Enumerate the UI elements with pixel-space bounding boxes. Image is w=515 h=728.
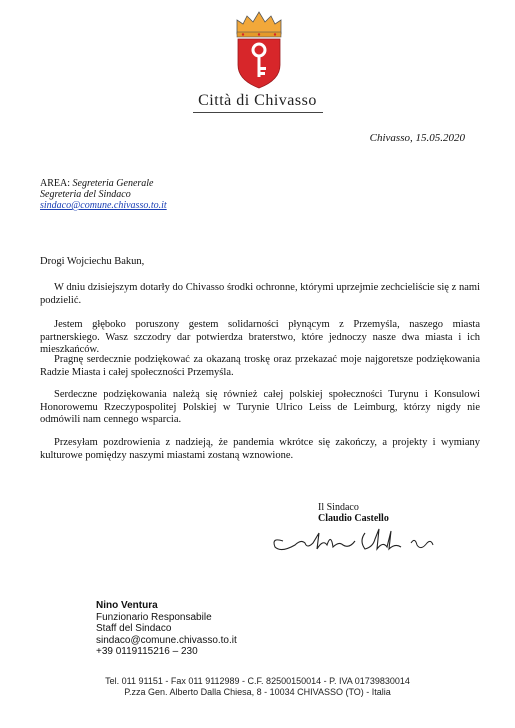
paragraph-3-text: Pragnę serdecznie podziękować za okazaną troskę oraz przekazać moje najgoretsze podziękowania Radzie Miasta i całej społeczności Przemyśla. xyxy=(40,354,480,378)
letter-paragraph-5 xyxy=(40,437,480,462)
paragraph-1-text: W dniu dzisiejszym dotarły do Chivasso środki ochronne, którymi uprzejmie zechcieliście się z nami podzielić. xyxy=(40,282,480,306)
letter-greeting: Drogi Wojciechu Bakun, xyxy=(40,256,145,267)
staff-name: Nino Ventura xyxy=(96,600,158,611)
crown-shape xyxy=(237,12,281,34)
footer-contact-line: Tel. 011 91151 - Fax 011 9112989 - C.F. 82500150014 - P. IVA 01739830014 xyxy=(105,676,410,686)
city-title xyxy=(0,92,515,113)
letter-paragraph-2 xyxy=(40,319,480,357)
staff-phone: +39 0119115216 – 230 xyxy=(96,646,198,657)
letter-paragraph-4 xyxy=(40,389,480,427)
paragraph-4-text: Serdeczne podziękowania należą się również całej polskiej społeczności Turynu i Konsulowi Honorowemu Rzeczypospolitej Polskiej w Turynie Ulrico Leiss de Leimburg, którzy nigdy nie odmówili nam cennego wsparcia. xyxy=(40,389,480,425)
crowned-shield-with-key-icon xyxy=(229,10,289,90)
staff-role: Funzionario Responsabile xyxy=(96,611,212,623)
paragraph-5-text: Przesyłam pozdrowienia z nadzieją, że pandemia wkrótce się zakończy, a projekty i wymiany kulturowe pomiędzy naszymi miastami zostaną wznowione. xyxy=(40,437,480,461)
footer-address-line: P.zza Gen. Alberto Dalla Chiesa, 8 - 10034 CHIVASSO (TO) - Italia xyxy=(124,687,391,697)
area-line xyxy=(40,178,167,189)
title-underline xyxy=(193,112,323,113)
city-name: Città di Chivasso xyxy=(198,92,317,109)
signer-title: Il Sindaco xyxy=(318,502,359,513)
letter-paragraph-1 xyxy=(40,282,480,307)
paragraph-2-text: Jestem głęboko poruszony gestem solidarności płynącym z Przemyśla, naszego miasta partnerskiego. Wasz szczodry dar potwierdza braterstwo, które jednoczy nasze dwa miasta i ich mieszkańców. xyxy=(40,319,480,355)
page-footer xyxy=(0,676,515,698)
staff-contact-block xyxy=(96,600,237,658)
signer-name: Claudio Castello xyxy=(318,513,389,524)
staff-email[interactable]: sindaco@comune.chivasso.to.it xyxy=(96,634,237,646)
handwritten-signature xyxy=(265,519,445,555)
area-label: AREA: xyxy=(40,178,70,189)
area-email-link[interactable]: sindaco@comune.chivasso.to.it xyxy=(40,200,167,211)
staff-office: Staff del Sindaco xyxy=(96,623,172,634)
letter-paragraph-3 xyxy=(40,354,480,379)
area-office-secondary: Segreteria del Sindaco xyxy=(40,189,131,200)
area-block xyxy=(40,178,167,211)
area-office: Segreteria Generale xyxy=(72,178,154,189)
letter-date: Chivasso, 15.05.2020 xyxy=(369,132,465,144)
